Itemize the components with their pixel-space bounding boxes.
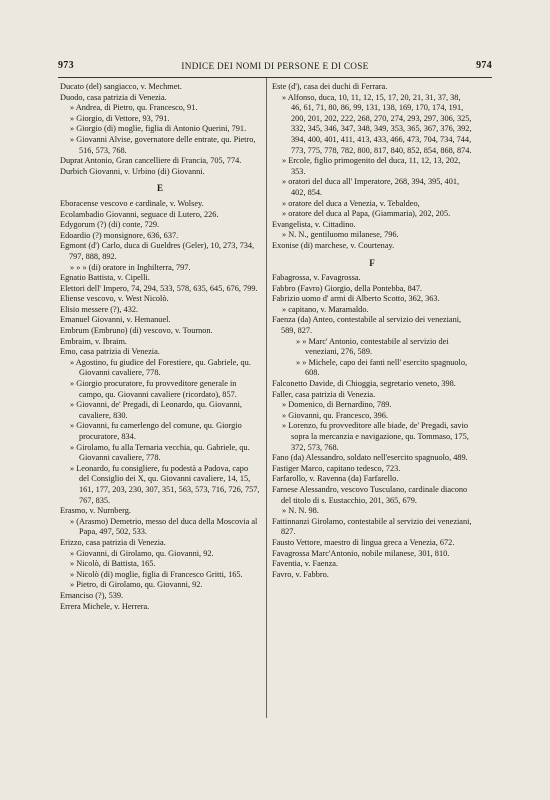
index-subentry: » Giovanni, di Girolamo, qu. Giovanni, 92. — [70, 548, 214, 558]
index-subentry: » capitano, v. Maramaldo. — [282, 304, 369, 314]
index-entry: Favro, v. Fabbro. — [272, 569, 329, 579]
index-entry: Farnese Alessandro, vescovo Tusculano, cardinale diacono del titolo di s. Eustacchio, 201, 365, 679. — [272, 484, 468, 505]
index-subentry: » » Marc' Antonio, contestabile al servizio dei veneziani, 276, 589. — [296, 336, 449, 357]
index-entry: Duprat Antonio, Gran cancelliere di Francia, 705, 774. — [60, 156, 242, 166]
index-entry: Embrum (Embruno) (di) vescovo, v. Tournon. — [60, 326, 213, 336]
index-entry: Ducato (del) sangiacco, v. Mechmet. — [60, 82, 182, 91]
index-subentry: » Giovanni, qu. Francesco, 396. — [282, 410, 388, 420]
index-entry: Embraim, v. Ibraim. — [60, 336, 127, 346]
section-letter: F — [369, 257, 375, 268]
index-subentry: » Alfonso, duca, 10, 11, 12, 15, 17, 20, 21, 31, 37, 38, 46, 61, 71, 80, 86, 99, 131, 138, 169, 170, 174, 191, 200, 201, 202, 222, 268, 270, 274, 293, 297, 306, 325, 332, 345, 346, 347, 348, 349, 353, 365, 367, 376, 392, 394, 400, 401, 411, 413, 433, 466, 473, 704, 734, 744, 773, 775, 778, 782, 800, 817, 840, 852, 854, 868, 874. — [282, 92, 472, 155]
index-entry: Fausto Vettore, maestro di lingua greca a Venezia, 672. — [272, 537, 455, 547]
index-entry: Evangelista, v. Cittadino. — [272, 219, 356, 229]
index-entry: Durbich Giovanni, v. Urbino (di) Giovanni. — [60, 166, 205, 176]
index-entry: Egnatio Battista, v. Cipelli. — [60, 273, 150, 283]
index-entry: Eboracense vescovo e cardinale, v. Wolsey. — [60, 198, 204, 208]
section-letter: E — [156, 183, 163, 194]
index-entry: Fabrizio uomo d' armi di Alberto Scotto, 362, 363. — [272, 294, 440, 304]
index-subentry: » Nicolò (di) moglie, figlia di Francesco Gritti, 165. — [70, 569, 243, 579]
index-subentry: » N. N. 98. — [282, 506, 319, 516]
index-subentry: » oratore del duca al Papa, (Giammaria), 202, 205. — [282, 209, 451, 219]
index-entry: Ernanciso (?), 539. — [60, 590, 124, 600]
index-subentry: » N. N., gentiluomo milanese, 796. — [282, 230, 399, 240]
index-subentry: » Pietro, di Girolamo, qu. Giovanni, 92. — [70, 580, 203, 590]
index-subentry: » Nicolò, di Battista, 165. — [70, 559, 156, 569]
index-subentry: » Lorenzo, fu provveditore alle biade, de' Pregadi, savio sopra la mercanzia e navigazione, qu. Tommaso, 175, 372, 573, 768. — [282, 421, 469, 452]
index-subentry: » Giorgio procuratore, fu provveditore generale in campo, qu. Giovanni cavaliere (ricordato), 857. — [70, 379, 237, 399]
index-subentry: » Domenico, di Bernardino, 789. — [282, 400, 392, 410]
page-number-right: 974 — [476, 60, 492, 71]
index-subentry: » oratore del duca a Venezia, v. Tebaldeo, — [282, 198, 420, 208]
index-subentry: » Giorgio (di) moglie, figlia di Antonio Querini, 791. — [70, 124, 247, 134]
index-subentry: » oratori del duca all' Imperatore, 268, 394, 395, 401, 402, 854. — [282, 177, 460, 197]
index-entry: Fabagrossa, v. Favagrossa. — [272, 273, 361, 283]
index-subentry: » Ercole, figlio primogenito del duca, 11, 12, 13, 202, 353. — [282, 156, 461, 176]
index-subentry: » Leonardo, fu consigliere, fu podestà a Padova, capo del Consiglio dei X, qu. Giovanni cavaliere, 14, 15, 161, 177, 203, 230, 307, 351, 563, 573, 716, 726, 757, 767, 835. — [70, 463, 260, 505]
index-entry: Este (d'), casa dei duchi di Ferrara. — [272, 82, 388, 91]
running-header — [58, 60, 492, 74]
index-entry: Exonise (di) marchese, v. Courtenay. — [272, 240, 395, 250]
index-entry: Elettori dell' Impero, 74, 294, 533, 578, 635, 645, 676, 799. — [60, 283, 258, 293]
index-entry: Emo, casa patrizia di Venezia. — [60, 347, 160, 357]
left-index-column — [60, 82, 260, 612]
index-entry: Edoardio (?) monsignore, 636, 637. — [60, 230, 179, 240]
index-subentry: » » » (di) oratore in Inghilterra, 797. — [70, 262, 191, 272]
index-subentry: » (Arasmo) Demetrio, messo del duca della Moscovia al Papa, 497, 502, 533. — [70, 516, 258, 537]
index-entry: Fabbro (Favro) Giorgio, della Pontebba, 847. — [272, 283, 423, 293]
index-entry: Falconetto Davide, di Chioggia, segretario veneto, 398. — [272, 379, 456, 389]
index-entry: Faller, casa patrizia di Venezia. — [272, 389, 376, 399]
header-rule — [58, 77, 492, 78]
page-number-left: 973 — [58, 60, 74, 71]
index-subentry: » » Michele, capo dei fanti nell' esercito spagnuolo, 608. — [296, 357, 468, 378]
index-entry: Erizzo, casa patrizia di Venezia. — [60, 537, 166, 547]
index-entry: Faenza (da) Anteo, contestabile al servizio dei veneziani, 589, 827. — [272, 315, 462, 336]
index-entry: Ecolambadio Giovanni, seguace di Lutero, 226. — [60, 209, 219, 219]
index-subentry: » Giovanni, fu camerlengo del comune, qu. Giorgio procuratore, 834. — [70, 421, 242, 441]
index-entry: Egmont (d') Carlo, duca di Gueldres (Geler), 10, 273, 734, 797, 888, 892. — [60, 241, 255, 261]
index-entry: Edygorum (?) (di) conte, 729. — [60, 220, 160, 230]
right-index-column — [272, 82, 472, 580]
index-subentry: » Giovanni Alvise, governatore delle entrate, qu. Pietro, 516, 573, 768. — [70, 134, 256, 155]
index-entry: Eliense vescovo, v. West Nicolò. — [60, 294, 169, 304]
index-entry: Emanuel Giovanni, v. Hemanuel. — [60, 315, 171, 325]
index-entry: Favagrossa Marc'Antonio, nobile milanese, 301, 810. — [272, 548, 450, 558]
column-divider — [266, 78, 267, 718]
index-subentry: » Giorgio, di Vettore, 93, 791. — [70, 113, 170, 123]
index-entry: Fattinnanzi Girolamo, contestabile al servizio dei veneziani, 827. — [272, 516, 472, 537]
index-entry: Erasmo, v. Nurnberg. — [60, 506, 131, 516]
index-entry: Farfarollo, v. Ravenna (da) Farfarello. — [272, 474, 399, 484]
index-entry: Errera Michele, v. Herrera. — [60, 601, 150, 611]
index-subentry: » Agostino, fu giudice del Forestiere, qu. Gabriele, qu. Giovanni cavaliere, 778. — [70, 357, 251, 378]
index-entry: Fastiger Marco, capitano tedesco, 723. — [272, 463, 401, 473]
index-subentry: » Girolamo, fu alla Ternaria vecchia, qu. Gabriele, qu. Giovanni cavaliere, 778. — [70, 442, 250, 463]
index-subentry: » Giovanni, de' Pregadi, di Leonardo, qu. Giovanni, cavaliere, 830. — [70, 400, 243, 420]
running-title: INDICE DEI NOMI DI PERSONE E DI COSE — [181, 61, 369, 71]
index-entry: Duodo, casa patrizia di Venezia. — [60, 92, 167, 102]
index-entry: Faventia, v. Faenza. — [272, 559, 339, 569]
index-subentry: » Andrea, di Pietro, qu. Francesco, 91. — [70, 103, 198, 113]
index-entry: Fano (da) Alessandro, soldato nell'esercito spagnuolo, 489. — [272, 453, 468, 463]
index-entry: Elisio messere (?), 432. — [60, 304, 139, 314]
